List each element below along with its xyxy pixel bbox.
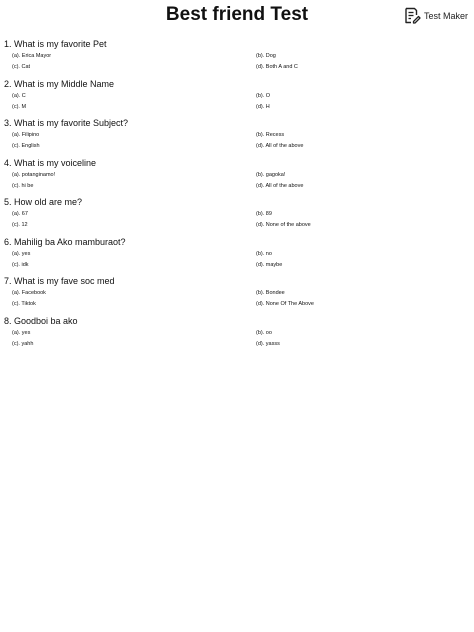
question-text: 5. How old are me? xyxy=(4,197,83,207)
option-d: (d). H xyxy=(256,103,270,110)
option-d: (d). Both A and C xyxy=(256,64,298,70)
option-a: (a). potanginamo! xyxy=(12,171,56,178)
question xyxy=(4,316,470,356)
question-text: 4. What is my voiceline xyxy=(4,157,97,168)
option-b: (b). Bondee xyxy=(256,290,285,296)
question xyxy=(4,118,470,158)
option-list xyxy=(4,209,470,231)
option-list xyxy=(4,91,470,113)
option-b: (b). Dog xyxy=(256,53,276,59)
question-text: 7. What is my fave soc med xyxy=(4,276,115,286)
option-c: (c). idk xyxy=(12,261,29,268)
option-a: (a). Filipino xyxy=(12,132,40,138)
option-a: (a). yes xyxy=(12,250,31,257)
option-list xyxy=(4,288,470,310)
brand xyxy=(403,6,468,25)
option-b: (b). 89 xyxy=(256,211,272,217)
option-c: (c). yahh xyxy=(12,340,34,347)
option-c: (c). M xyxy=(12,103,27,110)
question-text: 3. What is my favorite Subject? xyxy=(4,118,129,128)
option-list xyxy=(4,130,470,152)
option-c: (c). hi be xyxy=(12,182,34,189)
question xyxy=(4,158,470,198)
option-c: (c). Tiktok xyxy=(12,301,36,307)
option-d: (d). None Of The Above xyxy=(256,301,314,307)
option-list xyxy=(4,51,470,73)
option-d: (d). All of the above xyxy=(256,143,304,149)
option-d: (d). maybe xyxy=(256,261,283,268)
option-b: (b). Recess xyxy=(256,132,285,138)
option-a: (a). Facebook xyxy=(12,290,46,296)
option-b: (b). oo xyxy=(256,329,272,336)
question-text: 1. What is my favorite Pet xyxy=(4,39,107,49)
option-b: (b). no xyxy=(256,250,272,257)
option-a: (a). yes xyxy=(12,329,31,336)
page-title: Best friend Test xyxy=(165,4,309,25)
option-d: (d). None of the above xyxy=(256,222,311,228)
option-d: (d). yasss xyxy=(256,340,280,347)
option-list xyxy=(4,328,470,350)
document-pen-icon xyxy=(403,6,421,25)
option-c: (c). English xyxy=(12,143,40,149)
option-c: (c). 12 xyxy=(12,222,28,228)
question xyxy=(4,197,470,237)
option-list xyxy=(4,249,470,271)
question-text: 6. Mahilig ba Ako mamburaot? xyxy=(4,236,126,247)
option-a: (a). C xyxy=(12,92,26,99)
option-list xyxy=(4,170,470,192)
question-text: 2. What is my Middle Name xyxy=(4,78,115,89)
option-a: (a). 67 xyxy=(12,211,28,217)
question xyxy=(4,79,470,119)
option-a: (a). Erica Mayor xyxy=(12,53,52,59)
option-c: (c). Cat xyxy=(12,64,31,70)
question-list xyxy=(4,39,470,355)
question xyxy=(4,237,470,277)
question xyxy=(4,39,470,79)
brand-label: Test Maker xyxy=(423,10,468,21)
option-d: (d). All of the above xyxy=(256,182,304,189)
option-b: (b). O xyxy=(256,92,271,99)
option-b: (b). gagoka! xyxy=(256,171,286,178)
question xyxy=(4,276,470,316)
question-text: 8. Goodboi ba ako xyxy=(4,315,78,326)
